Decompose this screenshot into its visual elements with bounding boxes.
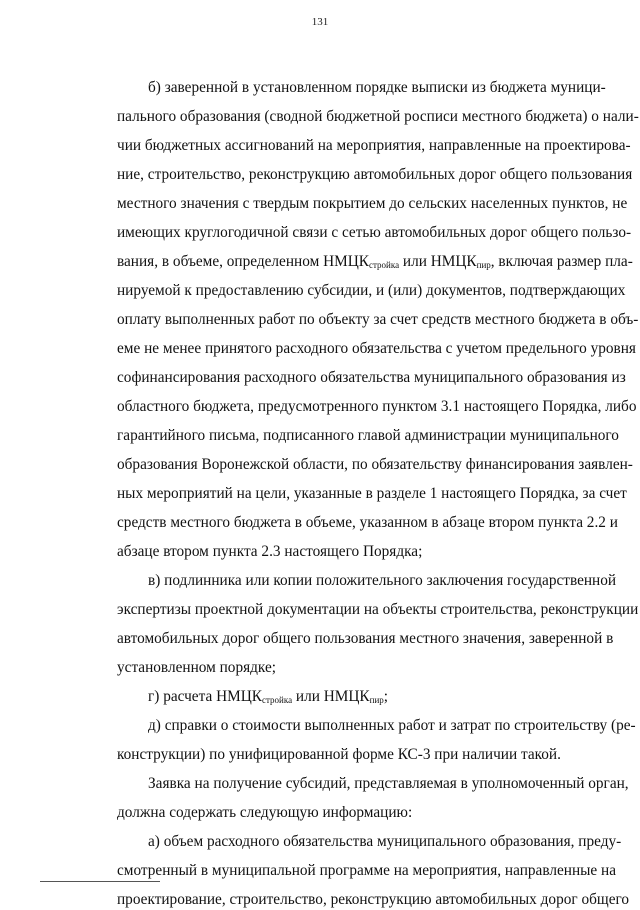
subscript-stroika: стройка [261, 695, 293, 705]
text-line: гарантийного письма, подписанного главой администрации муниципального [117, 427, 619, 444]
text-line: абзаце втором пункта 2.3 настоящего Порядка; [117, 543, 423, 560]
text-line: нируемой к предоставлению субсидии, и (или) документов, подтверждающих [117, 282, 626, 299]
text-segment: или НМЦК [292, 688, 370, 705]
text-line: конструкции) по унифицированной форме КС-3 при наличии такой. [117, 746, 561, 763]
text-line-with-subscripts [148, 687, 592, 707]
footer-rule [40, 881, 160, 882]
text-segment: г) расчета НМЦК [148, 688, 262, 705]
text-line: чии бюджетных ассигнований на мероприятия, направленные на проектирова- [117, 137, 631, 154]
text-line: софинансирования расходного обязательства муниципального образования из [117, 369, 626, 386]
text-line: средств местного бюджета в объеме, указанном в абзаце втором пункта 2.2 и [117, 514, 618, 531]
text-segment: или НМЦК [399, 253, 477, 270]
subscript-pir: пир [369, 695, 384, 705]
subscript-stroika: стройка [368, 260, 400, 270]
text-line-with-subscripts [117, 252, 633, 272]
page-number: 131 [311, 16, 329, 28]
text-line: б) заверенной в установленном порядке выписки из бюджета муници- [148, 79, 606, 96]
text-line: местного значения с твердым покрытием до сельских населенных пунктов, не [117, 195, 628, 212]
text-line: должна содержать следующую информацию: [117, 804, 413, 821]
text-line: экспертизы проектной документации на объекты строительства, реконструкции [117, 601, 639, 618]
text-segment: , включая размер пла- [490, 253, 633, 270]
text-line: в) подлинника или копии положительного заключения государственной [148, 572, 617, 589]
text-line: имеющих круглогодичной связи с сетью автомобильных дорог общего пользо- [117, 224, 632, 241]
text-line: областного бюджета, предусмотренного пунктом 3.1 настоящего Порядка, либо [117, 398, 637, 415]
subscript-pir: пир [476, 260, 491, 270]
text-line: пального образования (сводной бюджетной росписи местного бюджета) о нали- [117, 108, 639, 125]
text-line: оплату выполненных работ по объекту за счет средств местного бюджета в объ- [117, 311, 639, 328]
text-line: еме не менее принятого расходного обязательства с учетом предельного уровня [117, 340, 636, 357]
text-line: Заявка на получение субсидий, представляемая в уполномоченный орган, [148, 775, 629, 792]
text-line: установленном порядке; [117, 659, 277, 676]
text-line: проектирование, строительство, реконструкцию автомобильных дорог общего [117, 891, 630, 908]
text-line: автомобильных дорог общего пользования местного значения, заверенной в [117, 630, 614, 647]
text-line: образования Воронежской области, по обязательству финансирования заявлен- [117, 456, 633, 473]
text-line: д) справки о стоимости выполненных работ и затрат по строительству (ре- [148, 717, 636, 734]
text-line: смотренный в муниципальной программе на мероприятия, направленные на [117, 862, 617, 879]
text-segment: ; [383, 688, 389, 705]
text-line: а) объем расходного обязательства муниципального образования, преду- [148, 833, 622, 850]
text-line: ных мероприятий на цели, указанные в разделе 1 настоящего Порядка, за счет [117, 485, 627, 502]
text-segment: вания, в объеме, определенном НМЦК [117, 253, 369, 270]
text-line: ние, строительство, реконструкцию автомобильных дорог общего пользования [117, 166, 633, 183]
